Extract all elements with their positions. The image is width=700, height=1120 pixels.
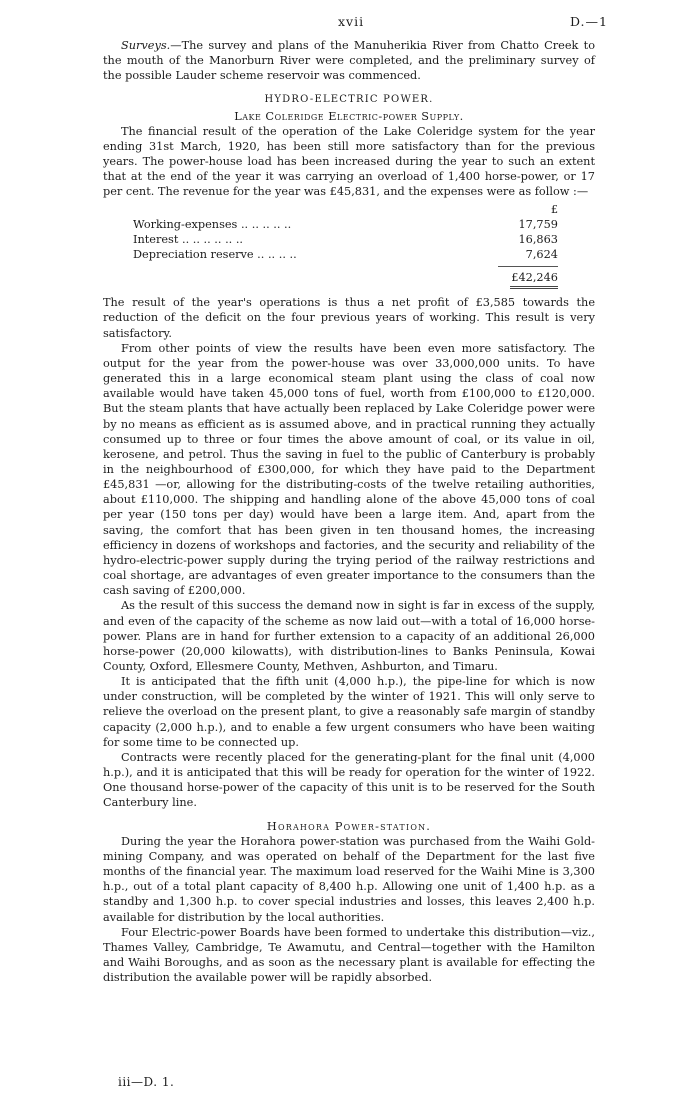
lake-coleridge-heading: Lake Coleridge Electric-power Supply.: [234, 109, 464, 123]
expense-value: 17,759: [518, 217, 558, 231]
sum-rule: [498, 266, 558, 267]
currency-symbol: £: [550, 202, 558, 216]
expense-total: £42,246: [511, 271, 558, 285]
total-double-rule: [510, 286, 558, 289]
expense-value: 7,624: [525, 247, 558, 261]
expense-total-row: [103, 270, 595, 285]
page-footer: iii—D. 1.: [118, 1075, 175, 1089]
financial-result-paragraph: The financial result of the operation of the Lake Coleridge system for the year ending 31st March, 1920, has been still more satisfactory than for the previous years. The power-house load has been increased during the year to such an extent that at the end of the year it was carrying an overload of 1,400 horse-power, or 17 per cent. The revenue for the year was £45,831, and the expenses were as follow :—: [103, 124, 595, 199]
section-code: D.—1: [569, 14, 608, 29]
expenses-currency-row: [103, 202, 595, 217]
page-header: [0, 10, 700, 32]
expense-row: [103, 247, 595, 262]
power-boards-paragraph: Four Electric-power Boards have been formed to undertake this distribution—viz., Thames Valley, Cambridge, Te Awamutu, and Central—together with the Hamilton and Waihi Boroughs, and as soon as the necessary plant is available for effecting the distribution the available power will be rapidly absorbed.: [103, 925, 595, 985]
surveys-paragraph: [103, 38, 595, 83]
fifth-unit-paragraph: It is anticipated that the fifth unit (4,000 h.p.), the pipe-line for which is now under construction, will be completed by the winter of 1921. This will only serve to relieve the overload on the present plant, to give a reasonably safe margin of standby capacity (2,000 h.p.), and to enable a few urgent consumers who have been waiting for some time to be connected up.: [103, 675, 595, 749]
surveys-text: —The survey and plans of the Manuherikia River from Chatto Creek to the mouth of the Manorburn River were completed, and the preliminary survey of the possible Lauder scheme reservoir was commenced.: [103, 39, 595, 83]
horahora-paragraph: During the year the Horahora power-station was purchased from the Waihi Gold-mining Company, and was operated on behalf of the Department for the last five months of the financial year. The maximum load reserved for the Waihi Mine is 3,300 h.p., out of a total plant capacity of 8,400 h.p. Allowing one unit of 1,400 h.p. as a standby and 1,300 h.p. to cover special industries and losses, this leaves 2,400 h.p. available for distribution by the local authorities.: [103, 834, 595, 924]
expense-label: Interest .. .. .. .. .. ..: [133, 232, 244, 246]
hydro-electric-heading: HYDRO-ELECTRIC POWER.: [264, 94, 434, 106]
savings-paragraph: From other points of view the results have been even more satisfactory. The output for the year from the power-house was over 33,000,000 units. To have generated this in a large economical steam plant using the class of coal now available would have taken 45,000 tons of fuel, worth from £100,000 to £120,000. But the steam plants that have actually been replaced by Lake Coleridge power were by no means as efficient as is assumed above, and in practical running they actually consumed up to three or four times the above amount of coal, or its value in oil, kerosene, and petrol. Thus the saving in fuel to the public of Canterbury is probably in the neighbourhood of £300,000, for which they have paid to the Department £45,831 —or, allowing for the distributing-costs of the twelve retailing authorities, about £110,000. The shipping and handling alone of the above 45,000 tons of coal per year (150 tons per day) would have been a large item. And, apart from the saving, the comfort that has been given in ten thousand homes, the increasing efficiency in dozens of workshops and factories, and the security and reliability of the hydro-electric-power supply during the trying period of the railway restrictions and coal shortage, are advantages of even greater importance to the consumers than the cash saving of £200,000.: [103, 341, 595, 598]
demand-paragraph: As the result of this success the demand now in sight is far in excess of the supply, and even of the capacity of the scheme as now laid out—with a total of 16,000 horse-power. Plans are in hand for further extension to a capacity of an additional 26,000 horse-power (20,000 kilowatts), with distribution-lines to Banks Peninsula, Kowai County, Oxford, Ellesmere County, Methven, Ashburton, and Timaru.: [103, 599, 595, 674]
expense-label: Working-expenses .. .. .. .. ..: [133, 217, 292, 231]
document-body: [103, 38, 595, 985]
surveys-lead: Surveys.: [121, 39, 171, 52]
expenses-table: [103, 202, 595, 290]
expense-value: 16,863: [518, 232, 558, 246]
net-profit-paragraph: The result of the year's operations is thus a net profit of £3,585 towards the reduction of the deficit on the four previous years of working. This result is very satisfactory.: [103, 296, 595, 340]
page-number: xvii: [338, 14, 365, 29]
horahora-heading: Horahora Power-station.: [266, 819, 432, 833]
contracts-paragraph: Contracts were recently placed for the generating-plant for the final unit (4,000 h.p.), and it is anticipated that this will be ready for operation for the winter of 1922. One thousand horse-power of the capacity of this unit is to be reserved for the South Canterbury line.: [103, 750, 595, 810]
expense-row: [103, 217, 595, 232]
expense-label: Depreciation reserve .. .. .. ..: [133, 247, 297, 261]
expense-row: [103, 232, 595, 247]
